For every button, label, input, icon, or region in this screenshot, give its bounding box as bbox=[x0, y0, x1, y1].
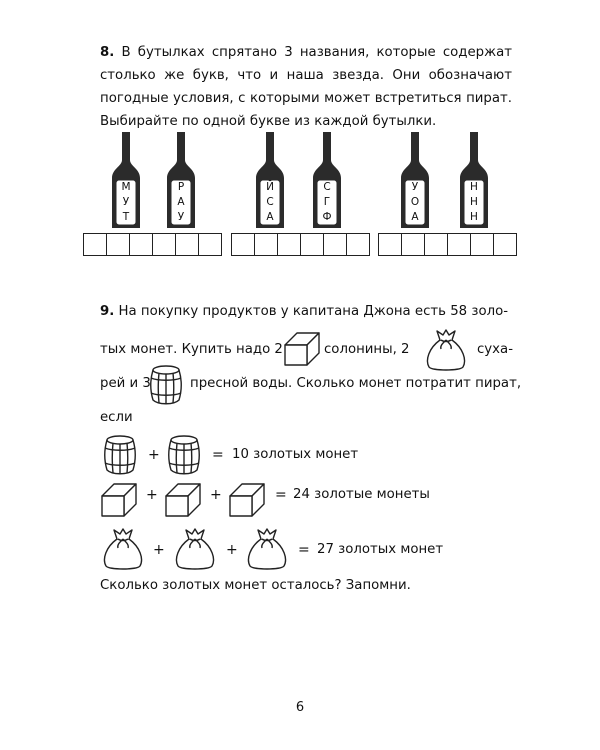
bottle-letter: Т bbox=[122, 211, 130, 223]
answer-cell[interactable] bbox=[493, 233, 517, 256]
bottle-letter: О bbox=[410, 196, 420, 208]
barrel-icon bbox=[102, 434, 138, 476]
equals-sign: = bbox=[275, 487, 287, 503]
sack-icon bbox=[172, 527, 218, 571]
bottle-letter: А bbox=[266, 211, 274, 223]
eq1-result: 10 золотых монет bbox=[232, 447, 359, 462]
task9-line1-text: На покупку продуктов у капитана Джона есть 58 золо- bbox=[118, 304, 509, 319]
answer-cell[interactable] bbox=[254, 233, 278, 256]
bottle-letter: Н bbox=[470, 181, 478, 193]
task9-line2a: тых монет. Купить надо 2 bbox=[100, 342, 283, 357]
task9-line1 bbox=[100, 302, 508, 322]
task9-line2c: суха- bbox=[477, 342, 513, 357]
task9-line3a: рей и 3 bbox=[100, 376, 151, 391]
plus-sign: + bbox=[210, 487, 222, 503]
plus-sign: + bbox=[146, 487, 158, 503]
bottle-letter: У bbox=[122, 196, 130, 208]
bottle-4 bbox=[313, 132, 341, 228]
task8-text bbox=[100, 41, 512, 133]
answer-cell[interactable] bbox=[424, 233, 448, 256]
brick-icon bbox=[164, 482, 202, 518]
bottle-letter: С bbox=[266, 196, 274, 208]
equals-sign: = bbox=[298, 542, 310, 558]
task9-line2b: солонины, 2 bbox=[324, 342, 410, 357]
answer-grid-1 bbox=[83, 233, 222, 256]
bottle-letter: Й bbox=[266, 181, 274, 193]
bottle-5 bbox=[401, 132, 429, 228]
answer-cell[interactable] bbox=[277, 233, 301, 256]
barrel-icon bbox=[148, 364, 184, 406]
bottle-letter: М bbox=[121, 181, 131, 193]
sack-icon bbox=[100, 527, 146, 571]
brick-icon bbox=[283, 331, 321, 367]
equals-sign: = bbox=[212, 447, 224, 463]
eq2-result: 24 золотые монеты bbox=[293, 487, 430, 502]
bottle-2 bbox=[167, 132, 195, 228]
bottle-letter: Н bbox=[470, 211, 478, 223]
task9-question: Сколько золотых монет осталось? Запомни. bbox=[100, 578, 411, 593]
task8-body: В бутылках спрятано 3 названия, которые содержат столько же букв, что и наша звезда. Они обозначают погодные условия, с которыми может встретиться пират. Выбирайте по одной букве из каждой бутылки. bbox=[100, 45, 512, 129]
answer-cell[interactable] bbox=[323, 233, 347, 256]
brick-icon bbox=[228, 482, 266, 518]
bottle-letter: У bbox=[177, 211, 185, 223]
answer-cell[interactable] bbox=[378, 233, 402, 256]
sack-icon bbox=[423, 328, 469, 372]
answer-cell[interactable] bbox=[300, 233, 324, 256]
sack-icon bbox=[244, 527, 290, 571]
bottle-3 bbox=[256, 132, 284, 228]
bottle-letter: Р bbox=[177, 181, 185, 193]
bottle-letter: А bbox=[177, 196, 185, 208]
task8-number: 8. bbox=[100, 45, 115, 60]
answer-cell[interactable] bbox=[129, 233, 153, 256]
answer-cell[interactable] bbox=[231, 233, 255, 256]
answer-cell[interactable] bbox=[401, 233, 425, 256]
eq3-result: 27 золотых монет bbox=[317, 542, 444, 557]
answer-cell[interactable] bbox=[83, 233, 107, 256]
bottle-letter: А bbox=[411, 211, 419, 223]
bottle-1 bbox=[112, 132, 140, 228]
plus-sign: + bbox=[153, 542, 165, 558]
bottle-letter: С bbox=[323, 181, 331, 193]
answer-cell[interactable] bbox=[447, 233, 471, 256]
plus-sign: + bbox=[148, 447, 160, 463]
answer-cell[interactable] bbox=[152, 233, 176, 256]
answer-grid-2 bbox=[231, 233, 370, 256]
bottle-letter: Г bbox=[323, 196, 331, 208]
bottle-letter: Н bbox=[470, 196, 478, 208]
bottle-6 bbox=[460, 132, 488, 228]
task9-line4: если bbox=[100, 410, 133, 425]
task9-line3b: пресной воды. Сколько монет потратит пират, bbox=[190, 376, 522, 391]
plus-sign: + bbox=[226, 542, 238, 558]
brick-icon bbox=[100, 482, 138, 518]
page-number: 6 bbox=[295, 700, 305, 715]
barrel-icon bbox=[166, 434, 202, 476]
answer-cell[interactable] bbox=[106, 233, 130, 256]
answer-grid-3 bbox=[378, 233, 517, 256]
bottle-letter: Ф bbox=[322, 211, 332, 223]
task9-number: 9. bbox=[100, 304, 115, 319]
answer-cell[interactable] bbox=[470, 233, 494, 256]
answer-cell[interactable] bbox=[175, 233, 199, 256]
answer-cell[interactable] bbox=[346, 233, 370, 256]
answer-cell[interactable] bbox=[198, 233, 222, 256]
bottle-letter: У bbox=[411, 181, 419, 193]
